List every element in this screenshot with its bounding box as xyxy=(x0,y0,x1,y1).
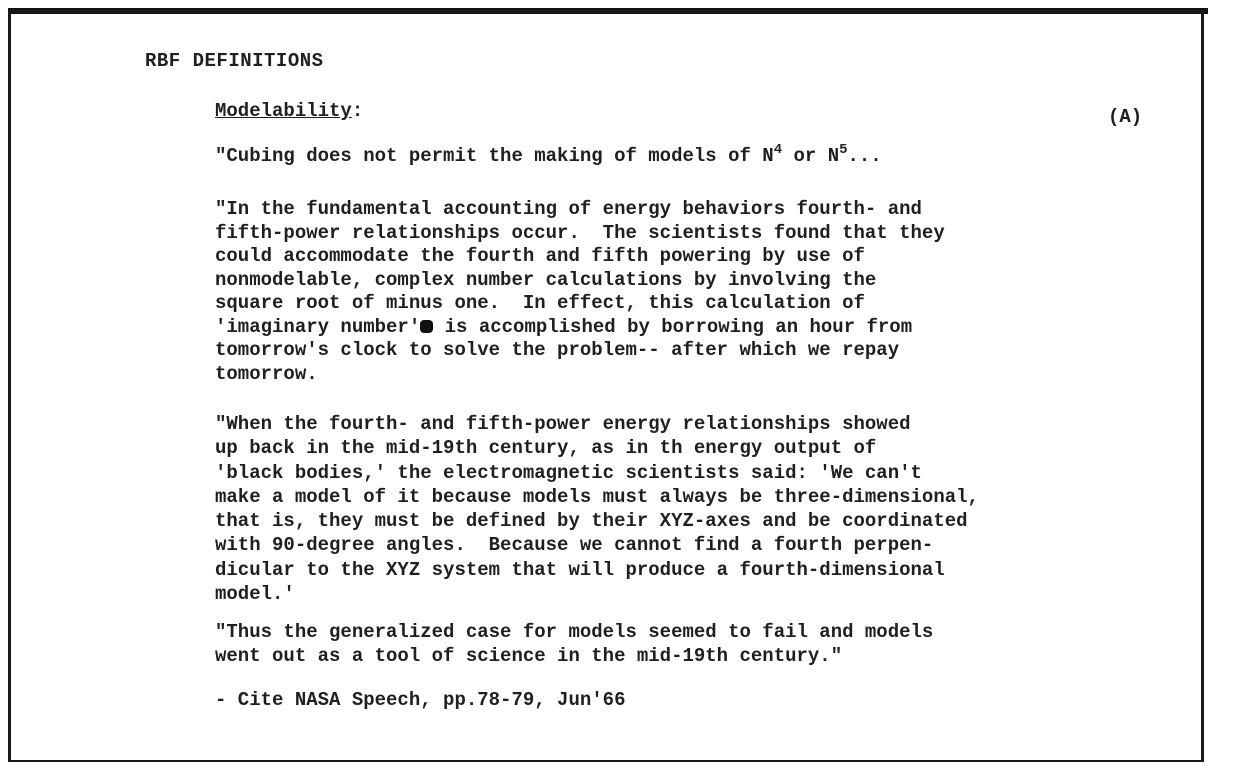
p2-line: nonmodelable, complex number calculations by involving the xyxy=(215,268,877,291)
p1-superscript-4: 4 xyxy=(773,142,783,158)
p3-line: "When the fourth- and fifth-power energy relationships showed xyxy=(215,413,911,435)
p2-line: is accomplished by borrowing an hour from xyxy=(433,315,913,338)
document-heading: RBF DEFINITIONS xyxy=(145,50,324,72)
p1-mid: or N xyxy=(782,145,840,167)
p1-end: ... xyxy=(847,145,882,167)
subheading-colon: : xyxy=(351,100,364,122)
p2-line: "In the fundamental accounting of energy behaviors fourth- and xyxy=(215,198,922,220)
p2-line: tomorrow. xyxy=(215,362,318,385)
p2-line: could accommodate the fourth and fifth powering by use of xyxy=(215,245,865,267)
p2-line: 'imaginary number' xyxy=(215,315,421,338)
p1-superscript-5: 5 xyxy=(839,142,848,158)
p2-line: tomorrow's clock to solve the problem-- after which we repay xyxy=(215,339,900,361)
ink-blot-icon xyxy=(420,320,433,333)
p3-line: make a model of it because models must always be three-dimensional, xyxy=(215,485,979,508)
p3-line: model.' xyxy=(215,583,295,606)
p3-line: that is, they must be defined by their XYZ-axes and be coordinated xyxy=(215,510,968,533)
subheading-text: Modelability xyxy=(215,100,352,122)
p3-line: dicular to the XYZ system that will produce a fourth-dimensional xyxy=(215,558,945,581)
citation: - Cite NASA Speech, pp.78-79, Jun'66 xyxy=(215,689,626,711)
paragraph-generalized-case xyxy=(215,620,933,668)
p3-line: with 90-degree angles. Because we cannot find a fourth perpen- xyxy=(215,534,934,557)
paragraph-cubing xyxy=(215,144,882,168)
p1-text: "Cubing does not permit the making of models of N xyxy=(215,145,774,167)
p2-line: fifth-power relationships occur. The scientists found that they xyxy=(215,221,945,244)
section-tag: (A) xyxy=(1108,106,1143,128)
p3-line: 'black bodies,' the electromagnetic scientists said: 'We can't xyxy=(215,461,922,484)
section-subheading xyxy=(215,100,363,122)
p4-line: "Thus the generalized case for models seemed to fail and models xyxy=(215,621,934,643)
paragraph-black-bodies xyxy=(215,412,979,606)
paragraph-fundamental-accounting xyxy=(215,198,945,386)
p4-line: went out as a tool of science in the mid-19th century." xyxy=(215,645,843,667)
p3-line: up back in the mid-19th century, as in th energy output of xyxy=(215,437,877,460)
p2-line: square root of minus one. In effect, this calculation of xyxy=(215,292,865,314)
